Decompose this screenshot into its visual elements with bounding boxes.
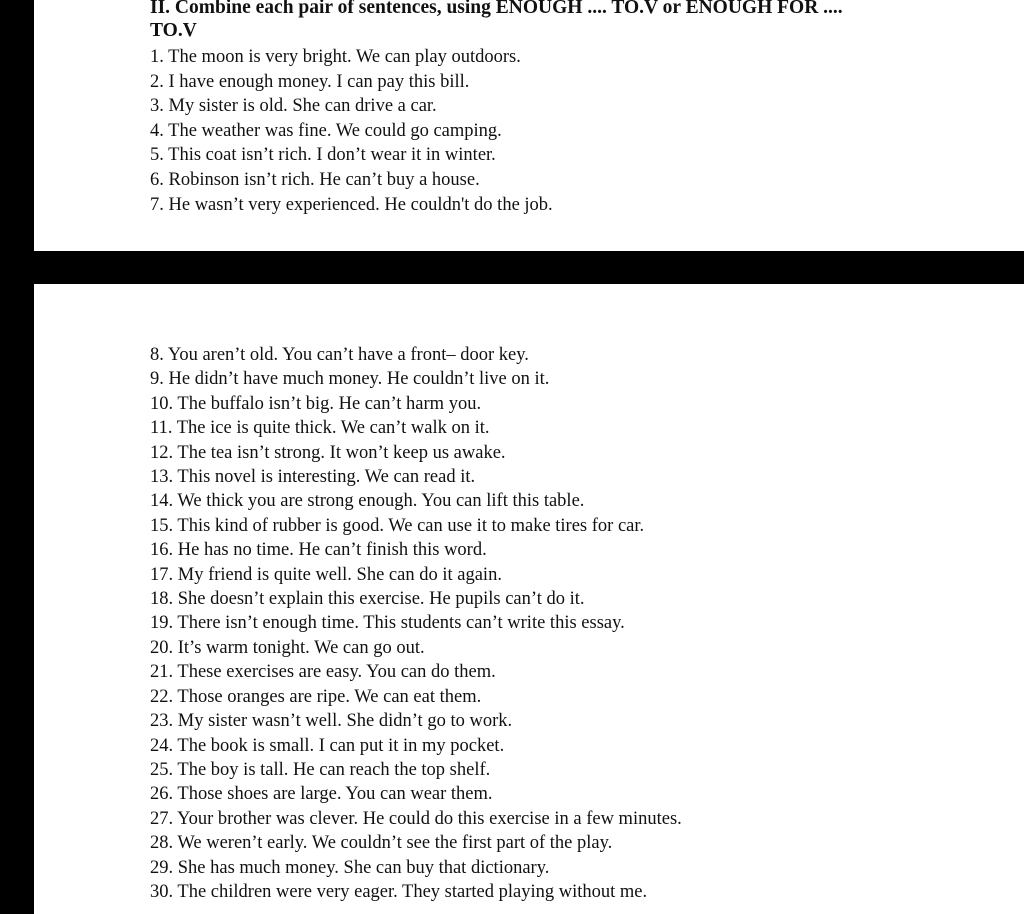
exercise-heading: [150, 0, 1010, 42]
sentence-list-part2: [150, 343, 682, 904]
sentence-text: The book is small. I can put it in my pocket.: [177, 735, 505, 756]
sentence-item: [150, 514, 682, 538]
sentence-text: The weather was fine. We could go camping.: [168, 120, 502, 141]
sentence-text: The tea isn’t strong. It won’t keep us awake.: [177, 442, 506, 463]
sentence-text: My friend is quite well. She can do it again.: [177, 564, 502, 585]
sentence-number: 8.: [150, 345, 164, 365]
sentence-text: Those shoes are large. You can wear them.: [177, 784, 493, 805]
sentence-number: 22.: [150, 686, 174, 707]
exercise-heading-line1: II. Combine each pair of sentences, using ENOUGH .... TO.V or ENOUGH FOR ....: [150, 0, 843, 18]
sentence-number: 20.: [150, 637, 174, 658]
sentence-item: [150, 45, 553, 70]
sentence-text: We weren’t early. We couldn’t see the first part of the play.: [177, 833, 613, 854]
sentence-number: 29.: [150, 857, 174, 878]
sentence-text: These exercises are easy. You can do them.: [177, 662, 496, 683]
sentence-text: This kind of rubber is good. We can use it to make tires for car.: [177, 515, 645, 536]
sentence-text: The buffalo isn’t big. He can’t harm you.: [177, 393, 482, 414]
sentence-number: 11.: [150, 418, 173, 439]
sentence-item: [150, 782, 682, 806]
sentence-item: [150, 416, 682, 440]
sentence-text: Those oranges are ripe. We can eat them.: [177, 686, 482, 707]
sentence-text: He wasn’t very experienced. He couldn't do the job.: [168, 194, 553, 215]
sentence-item: [150, 587, 682, 611]
sentence-text: She doesn’t explain this exercise. He pupils can’t do it.: [177, 589, 585, 610]
sentence-text: The ice is quite thick. We can’t walk on it.: [176, 418, 490, 439]
sentence-text: Your brother was clever. He could do this exercise in a few minutes.: [177, 808, 682, 829]
sentence-item: [150, 807, 682, 831]
sentence-item: [150, 611, 682, 635]
sentence-text: We thick you are strong enough. You can lift this table.: [177, 491, 585, 512]
sentence-number: 16.: [150, 540, 174, 561]
sentence-text: Robinson isn’t rich. He can’t buy a house.: [168, 169, 480, 190]
sentence-number: 19.: [150, 613, 174, 634]
worksheet-page-top: [34, 0, 1024, 251]
sentence-text: I have enough money. I can pay this bill.: [168, 71, 470, 92]
sentence-item: [150, 193, 553, 218]
sentence-item: [150, 758, 682, 782]
sentence-item: [150, 465, 682, 489]
sentence-number: 7.: [150, 194, 164, 215]
sentence-number: 30.: [150, 881, 174, 902]
sentence-number: 26.: [150, 784, 174, 805]
sentence-number: 2.: [150, 71, 164, 92]
sentence-item: [150, 367, 682, 391]
worksheet-page-bottom: [34, 284, 1024, 914]
sentence-item: [150, 343, 682, 367]
sentence-number: 9.: [150, 369, 164, 390]
sentence-text: My sister wasn’t well. She didn’t go to work.: [177, 711, 513, 732]
sentence-number: 5.: [150, 145, 164, 166]
sentence-item: [150, 94, 553, 119]
sentence-text: She has much money. She can buy that dictionary.: [177, 857, 550, 878]
sentence-text: This novel is interesting. We can read it.: [177, 467, 476, 488]
sentence-text: He has no time. He can’t finish this word.: [177, 540, 487, 561]
sentence-number: 17.: [150, 564, 174, 585]
sentence-item: [150, 143, 553, 168]
sentence-number: 18.: [150, 589, 174, 610]
sentence-number: 1.: [150, 47, 164, 67]
sentence-text: The children were very eager. They started playing without me.: [177, 881, 648, 902]
sentence-item: [150, 119, 553, 144]
sentence-text: The boy is tall. He can reach the top shelf.: [177, 759, 491, 780]
sentence-item: [150, 880, 682, 904]
sentence-item: [150, 636, 682, 660]
sentence-text: The moon is very bright. We can play outdoors.: [168, 47, 521, 67]
sentence-item: [150, 831, 682, 855]
sentence-number: 15.: [150, 515, 174, 536]
sentence-number: 14.: [150, 491, 174, 512]
sentence-number: 10.: [150, 393, 174, 414]
sentence-text: My sister is old. She can drive a car.: [168, 96, 437, 117]
sentence-text: He didn’t have much money. He couldn’t live on it.: [168, 369, 550, 390]
sentence-number: 12.: [150, 442, 174, 463]
sentence-text: It’s warm tonight. We can go out.: [177, 637, 425, 658]
sentence-number: 3.: [150, 96, 164, 117]
sentence-text: There isn’t enough time. This students can’t write this essay.: [177, 613, 625, 634]
sentence-number: 23.: [150, 711, 174, 732]
sentence-item: [150, 70, 553, 95]
sentence-number: 21.: [150, 662, 174, 683]
exercise-heading-line2: TO.V: [150, 20, 197, 41]
sentence-item: [150, 685, 682, 709]
sentence-number: 28.: [150, 833, 174, 854]
sentence-number: 6.: [150, 169, 164, 190]
sentence-number: 25.: [150, 759, 174, 780]
sentence-text: You aren’t old. You can’t have a front– door key.: [167, 345, 529, 365]
sentence-list-part1: [150, 45, 553, 217]
sentence-item: [150, 392, 682, 416]
sentence-item: [150, 168, 553, 193]
sentence-item: [150, 538, 682, 562]
sentence-item: [150, 660, 682, 684]
sentence-item: [150, 734, 682, 758]
sentence-number: 27.: [150, 808, 174, 829]
sentence-text: This coat isn’t rich. I don’t wear it in winter.: [168, 145, 496, 166]
sentence-item: [150, 856, 682, 880]
sentence-item: [150, 441, 682, 465]
sentence-number: 4.: [150, 120, 164, 141]
sentence-item: [150, 563, 682, 587]
sentence-item: [150, 709, 682, 733]
sentence-number: 13.: [150, 467, 174, 488]
sentence-item: [150, 489, 682, 513]
sentence-number: 24.: [150, 735, 174, 756]
